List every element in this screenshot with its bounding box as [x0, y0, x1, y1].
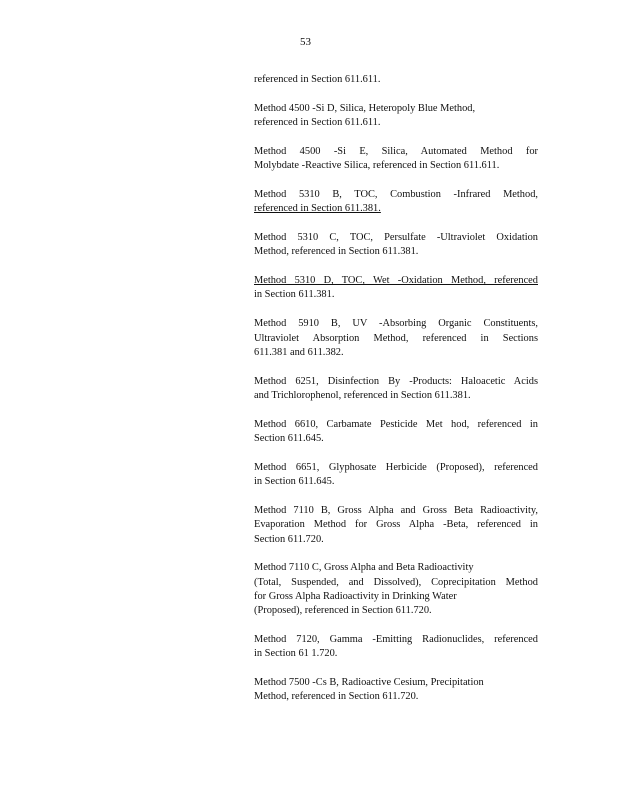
- reference-paragraph: [254, 504, 538, 547]
- paragraph-line: Method 5910 B, UV -Absorbing Organic Constituents,: [254, 318, 538, 330]
- paragraph-line: Method 6251, Disinfection By -Products: Haloacetic Acids: [254, 375, 538, 387]
- paragraph-line: Method 5310 B, TOC, Combustion -Infrared Method,: [254, 188, 538, 200]
- paragraph-line: referenced in Section 611.381.: [254, 203, 381, 215]
- paragraph-line: and Trichlorophenol, referenced in Section 611.381.: [254, 389, 471, 401]
- paragraph-line: Method 4500 -Si D, Silica, Heteropoly Blue Method,: [254, 102, 476, 114]
- reference-paragraph: [254, 102, 538, 131]
- paragraph-line: Method 5310 C, TOC, Persulfate -Ultraviolet Oxidation: [254, 232, 538, 244]
- paragraph-line: Method 7500 -Cs B, Radioactive Cesium, Precipitation: [254, 677, 484, 689]
- reference-paragraph: [254, 676, 538, 705]
- document-body: [254, 73, 538, 719]
- reference-paragraph: [254, 274, 538, 303]
- paragraph-line: Ultraviolet Absorption Method, referenced in Sections: [254, 332, 538, 344]
- paragraph-line: (Total, Suspended, and Dissolved), Coprecipitation Method: [254, 576, 538, 588]
- paragraph-line: Method 6651, Glyphosate Herbicide (Proposed), referenced: [254, 461, 538, 473]
- paragraph-line: 611.381 and 611.382.: [254, 346, 344, 358]
- reference-paragraph: [254, 461, 538, 490]
- reference-paragraph: [254, 317, 538, 360]
- paragraph-line: Method 7110 B, Gross Alpha and Gross Beta Radioactivity,: [254, 504, 538, 516]
- paragraph-line: Molybdate -Reactive Silica, referenced in Section 611.611.: [254, 160, 500, 172]
- paragraph-line: (Proposed), referenced in Section 611.720.: [254, 605, 432, 617]
- paragraph-line: Method 7120, Gamma -Emitting Radionuclides, referenced: [254, 634, 538, 646]
- reference-paragraph: [254, 418, 538, 447]
- paragraph-line: Method 6610, Carbamate Pesticide Met hod, referenced in: [254, 418, 538, 430]
- paragraph-line: referenced in Section 611.611.: [254, 117, 381, 129]
- paragraph-line: for Gross Alpha Radioactivity in Drinking Water: [254, 590, 457, 602]
- paragraph-line: Section 611.720.: [254, 533, 324, 545]
- paragraph-line: Method, referenced in Section 611.381.: [254, 246, 419, 258]
- paragraph-line: Evaporation Method for Gross Alpha -Beta, referenced in: [254, 519, 538, 531]
- reference-paragraph: [254, 73, 538, 87]
- paragraph-line: referenced in Section 611.611.: [254, 74, 381, 85]
- reference-paragraph: [254, 561, 538, 618]
- paragraph-line: in Section 611.381.: [254, 289, 335, 301]
- paragraph-line: in Section 611.645.: [254, 476, 335, 488]
- page-number: 53: [300, 36, 311, 48]
- paragraph-line: Method 5310 D, TOC, Wet -Oxidation Method, referenced: [254, 275, 538, 287]
- reference-paragraph: [254, 188, 538, 217]
- reference-paragraph: [254, 231, 538, 260]
- paragraph-line: Method, referenced in Section 611.720.: [254, 691, 419, 703]
- paragraph-line: Method 7110 C, Gross Alpha and Beta Radioactivity: [254, 562, 474, 574]
- reference-paragraph: [254, 633, 538, 662]
- reference-paragraph: [254, 375, 538, 404]
- reference-paragraph: [254, 145, 538, 174]
- paragraph-line: Section 611.645.: [254, 433, 324, 445]
- paragraph-line: in Section 61 1.720.: [254, 648, 338, 660]
- paragraph-line: Method 4500 -Si E, Silica, Automated Method for: [254, 145, 538, 157]
